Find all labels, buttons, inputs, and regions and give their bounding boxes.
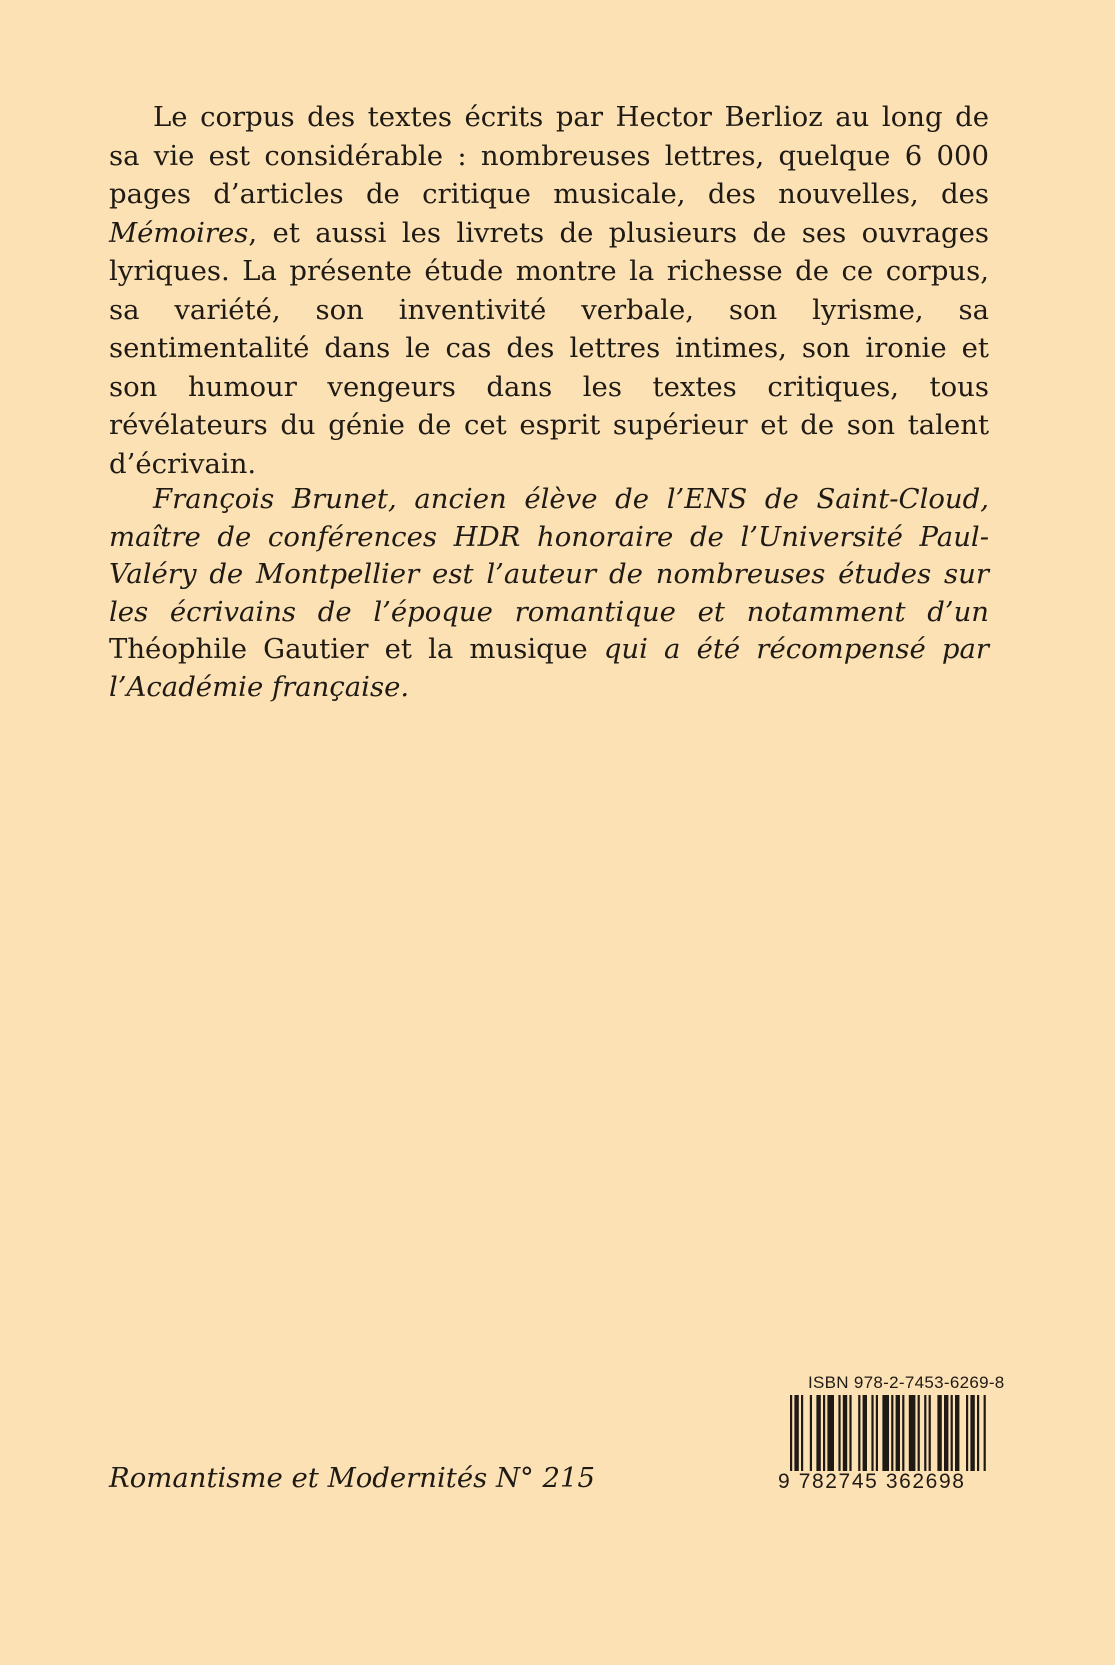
blurb-text-start: Le corpus des textes écrits par Hector Berlioz au long de sa vie est considérable : nombreuses lettres, quelque 6 000 pages d’articles de critique musicale, des nouvelles, des: [109, 101, 989, 210]
barcode-bar: [951, 1395, 953, 1471]
barcode-bar: [977, 1395, 979, 1471]
barcode-bar: [823, 1395, 825, 1471]
barcode-bar: [944, 1395, 948, 1471]
barcode-bar: [984, 1395, 986, 1471]
barcode-bar: [849, 1395, 851, 1471]
barcode-bar: [810, 1395, 812, 1471]
barcode-bar: [909, 1395, 916, 1471]
bio-text-end: qui a été récompensé par l’Académie française.: [109, 633, 990, 703]
barcode-bar: [937, 1395, 941, 1471]
barcode-bar: [863, 1395, 867, 1471]
barcode-bar: [966, 1395, 968, 1471]
barcode-bar: [858, 1395, 860, 1471]
barcode-bar: [843, 1395, 847, 1471]
barcode-bar: [790, 1395, 792, 1471]
barcode-bar: [955, 1395, 959, 1471]
barcode-bar: [876, 1395, 878, 1471]
barcode-bar: [902, 1395, 904, 1471]
barcode-bar: [891, 1395, 893, 1471]
blurb-text-end: , et aussi les livrets de plusieurs de ses ouvrages lyriques. La présente étude montre la richesse de ce corpus, sa variété, son inventivité verbale, son lyrisme, sa sentimentalité dans le cas des lettres intimes, son ironie et son humour vengeurs dans les textes critiques, tous révélateurs du génie de cet esprit supérieur et de son talent d’écrivain.: [109, 216, 989, 480]
barcode-bar: [838, 1395, 840, 1471]
barcode-bar: [794, 1395, 798, 1471]
bio-text-start: François Brunet, ancien élève de l’ENS de Saint-Cloud, maître de conférences HDR honoraire de l’Université Paul-Valéry de Montpellier est l’auteur de nombreuses études sur les écrivains de l’époque romantique et notamment d’un: [109, 483, 989, 628]
barcode-bar: [896, 1395, 900, 1471]
barcode-bar: [827, 1395, 834, 1471]
barcode-bar: [801, 1395, 803, 1471]
back-cover-blurb: [109, 98, 989, 483]
barcode-bar: [924, 1395, 926, 1471]
author-bio: [109, 481, 989, 706]
barcode-bar: [970, 1395, 974, 1471]
barcode-bar: [871, 1395, 873, 1471]
isbn-number: ISBN 978-2-7453-6269-8: [808, 1373, 1005, 1392]
barcode-bar: [918, 1395, 920, 1471]
barcode-digits: 9 782745 362698: [778, 1470, 966, 1493]
barcode-bar: [816, 1395, 820, 1471]
blurb-memoires-title: Mémoires: [109, 216, 249, 249]
bio-book-title: Théophile Gautier et la musique: [109, 633, 588, 665]
barcode-icon: [790, 1395, 1000, 1471]
series-label: Romantisme et Modernités N° 215: [109, 1462, 596, 1494]
barcode-bar: [882, 1395, 889, 1471]
barcode-bar: [929, 1395, 931, 1471]
